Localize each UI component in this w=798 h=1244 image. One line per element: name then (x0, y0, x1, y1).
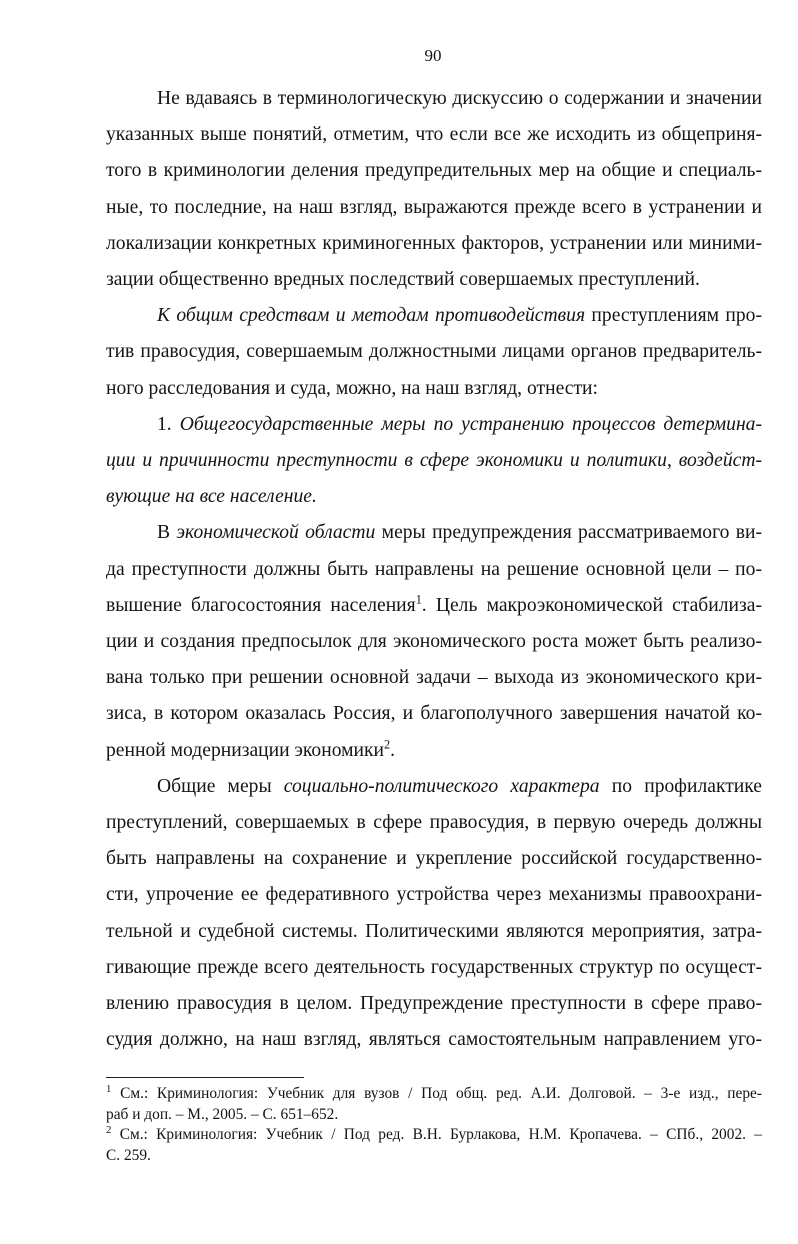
paragraph-1 (106, 81, 762, 298)
list-number: 1. (157, 413, 172, 435)
footnote-ref: 1 (415, 592, 422, 607)
text-run: меры предупреждения рассматриваемого ви- (375, 522, 763, 544)
text-line (106, 407, 762, 443)
text-line (106, 443, 762, 479)
text-line (106, 298, 762, 334)
text-run: . (390, 739, 396, 761)
text-line (106, 733, 762, 769)
text-line: ные, то последние, на наш взгляд, выражаются прежде всего в устранении и (106, 196, 762, 218)
footnote-1 (106, 1084, 762, 1125)
text-line: быть направлены на сохранение и укрепление российской государственно- (106, 848, 762, 870)
footnote-text: См.: Криминология: Учебник / Под ред. В.Н. Бурлакова, Н.М. Кропачева. – СПб., 2002. – (111, 1126, 762, 1144)
footnote-line: С. 259. (106, 1146, 151, 1164)
text-run: по профилактике (599, 775, 762, 797)
italic-phrase: социально-политического характера (283, 775, 600, 797)
page-number: 90 (424, 46, 442, 65)
body-text (106, 81, 762, 1058)
text-line: влению правосудия в целом. Предупреждение преступности в сфере право- (106, 993, 762, 1015)
text-run: преступлениям про- (585, 305, 762, 327)
footnote-line (106, 1084, 762, 1105)
text-line: вана только при решении основной задачи – выхода из экономического кри- (106, 667, 762, 689)
footnote-line: раб и доп. – М., 2005. – С. 651–652. (106, 1105, 339, 1123)
text-line: гивающие прежде всего деятельность государственных структур по осущест- (106, 956, 762, 978)
text-line (106, 479, 762, 515)
text-run: . Цель макроэкономической стабилиза- (421, 594, 762, 616)
text-line: тельной и судебной системы. Политическими являются мероприятия, затра- (106, 920, 762, 942)
text-line: судия должно, на наш взгляд, являться самостоятельным направлением уго- (106, 1029, 762, 1051)
text-run: ренной модернизации экономики (106, 739, 385, 761)
footnote-marker: 2 (106, 1124, 112, 1137)
text-line (106, 588, 762, 624)
paragraph-3-list-item (106, 407, 762, 516)
text-line: зации общественно вредных последствий совершаемых преступлений. (106, 269, 700, 291)
footnote-divider (106, 1077, 304, 1078)
footnote-2 (106, 1125, 762, 1166)
italic-phrase: экономической области (176, 522, 376, 544)
text-line: тив правосудия, совершаемым должностными лицами органов предваритель- (106, 341, 762, 363)
text-line: локализации конкретных криминогенных факторов, устранении или миними- (106, 232, 762, 254)
footnote-ref: 2 (384, 737, 391, 752)
italic-phrase: К общим средствам и методам противодействия (157, 305, 586, 327)
text-run: Общие меры (157, 775, 284, 797)
italic-phrase: вующие на все население. (106, 486, 317, 508)
text-line: зиса, в котором оказалась Россия, и благополучного завершения начатой ко- (106, 703, 762, 725)
footnote-marker: 1 (106, 1083, 112, 1096)
text-run: В (157, 522, 177, 544)
text-line: того в криминологии деления предупредительных мер на общие и специаль- (106, 160, 762, 182)
text-line (106, 769, 762, 805)
text-line: сти, упрочение ее федеративного устройства через механизмы правоохрани- (106, 884, 762, 906)
text-run: вышение благосостояния населения (106, 594, 416, 616)
text-line: да преступности должны быть направлены на решение основной цели – по- (106, 558, 762, 580)
footnote-text: См.: Криминология: Учебник для вузов / Под общ. ред. А.И. Долговой. – 3-е изд., пере- (111, 1085, 762, 1102)
text-line: Не вдаваясь в терминологическую дискуссию о содержании и значении (157, 88, 762, 109)
italic-phrase: Общегосударственные меры по устранению процессов детермина- (171, 413, 762, 435)
text-line (106, 515, 762, 551)
paragraph-2 (106, 298, 762, 407)
footnotes (106, 1084, 762, 1166)
text-line: ции и создания предпосылок для экономического роста может быть реализо- (106, 631, 762, 653)
text-line: ного расследования и суда, можно, на наш взгляд, отнести: (106, 377, 598, 399)
paragraph-5 (106, 769, 762, 1059)
paragraph-4 (106, 515, 762, 768)
footnote-line (106, 1125, 762, 1146)
italic-phrase: ции и причинности преступности в сфере экономики и политики, воздейст- (106, 450, 762, 472)
text-line: указанных выше понятий, отметим, что если все же исходить из общеприня- (106, 124, 762, 146)
text-line: преступлений, совершаемых в сфере правосудия, в первую очередь должны (106, 812, 762, 834)
